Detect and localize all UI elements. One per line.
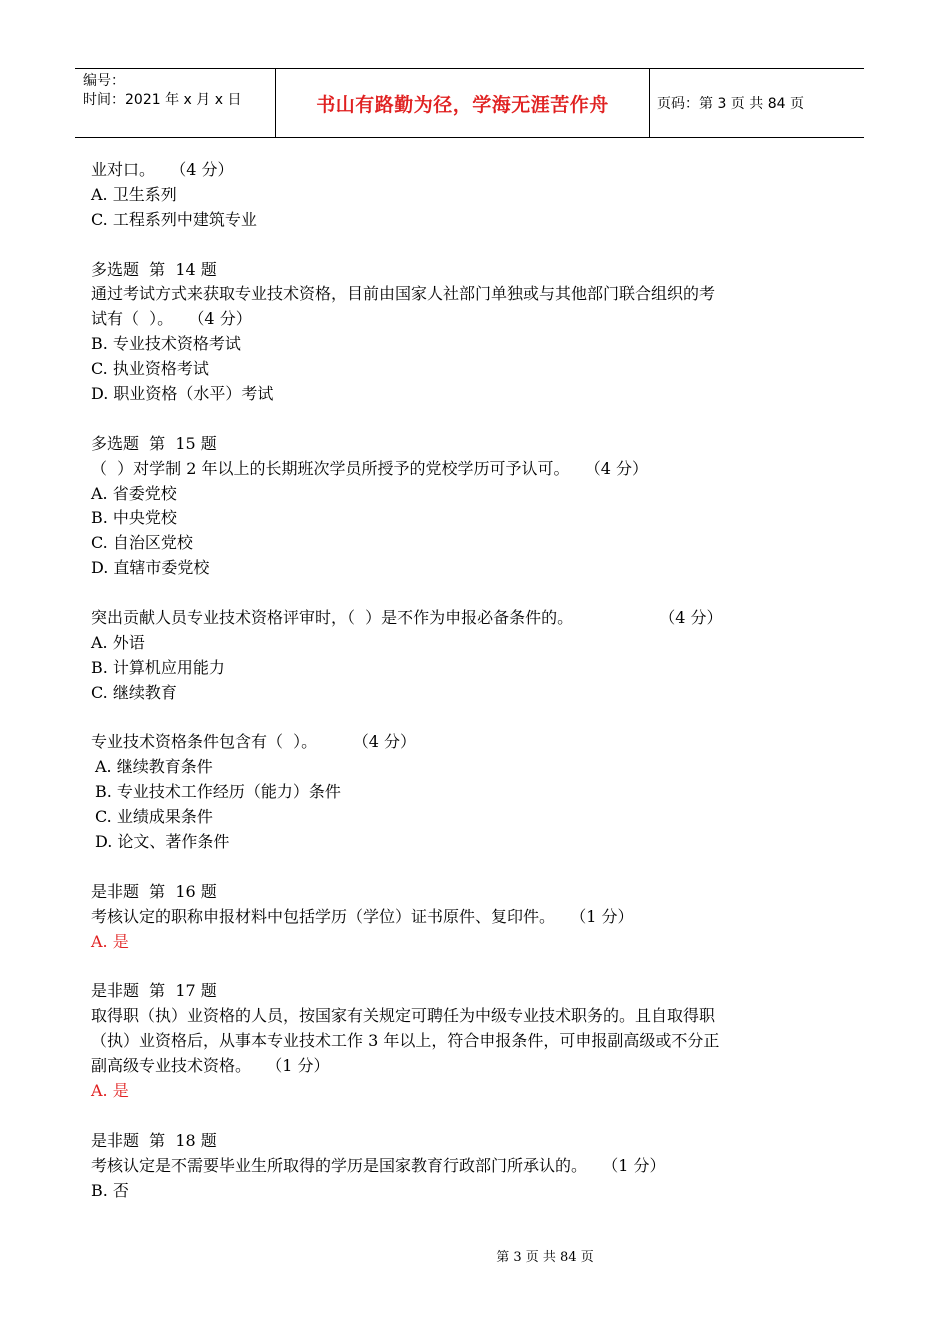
option: A. 省委党校 — [91, 483, 177, 503]
question-stem: 业对口。 （4 分） — [91, 160, 234, 179]
question-score: （4 分） — [659, 608, 723, 628]
option: A. 卫生系列 — [91, 184, 177, 204]
question-title: 多选题 第 15 题 — [91, 433, 217, 453]
question-14 — [91, 258, 861, 407]
question-stem: 副高级专业技术资格。 （1 分） — [91, 1056, 330, 1076]
page-footer: 第 3 页 共 84 页 — [496, 1250, 594, 1265]
question-stem: 专业技术资格条件包含有（ ）。 （4 分） — [91, 732, 417, 752]
option: D. 论文、著作条件 — [95, 832, 230, 852]
question-18 — [91, 1129, 861, 1204]
option: C. 执业资格考试 — [91, 359, 209, 379]
option: C. 继续教育 — [91, 682, 177, 702]
number-label: 编号： — [83, 73, 125, 89]
question-exceptional-talent — [91, 606, 861, 706]
option: C. 业绩成果条件 — [95, 807, 213, 827]
question-title: 多选题 第 14 题 — [91, 259, 217, 279]
option: C. 自治区党校 — [91, 533, 193, 553]
answer: A. 是 — [91, 1080, 129, 1100]
question-stem: 突出贡献人员专业技术资格评审时，（ ）是不作为申报必备条件的。 — [91, 608, 574, 628]
option: C. 工程系列中建筑专业 — [91, 209, 257, 229]
option: A. 继续教育条件 — [95, 757, 213, 777]
question-13-tail — [91, 158, 861, 233]
question-stem: 通过考试方式来获取专业技术资格，目前由国家人社部门单独或与其他部门联合组织的考 — [91, 284, 716, 304]
question-title: 是非题 第 17 题 — [91, 981, 217, 1001]
question-16 — [91, 880, 861, 955]
question-stem: （执）业资格后，从事本专业技术工作 3 年以上，符合申报条件，可申报副高级或不分正 — [91, 1031, 720, 1051]
answer: B. 否 — [91, 1180, 129, 1200]
date-label: 时间：2021 年 x 月 x 日 — [83, 92, 242, 108]
question-stem-line — [91, 606, 861, 631]
question-stem: 试有（ ）。 （4 分） — [91, 309, 252, 329]
answer: A. 是 — [91, 931, 129, 951]
option: B. 计算机应用能力 — [91, 657, 225, 677]
option: D. 职业资格（水平）考试 — [91, 384, 274, 404]
option: D. 直辖市委党校 — [91, 558, 210, 578]
question-stem: 考核认定是不需要毕业生所取得的学历是国家教育行政部门所承认的。 （1 分） — [91, 1155, 666, 1175]
question-stem: 取得职（执）业资格的人员，按国家有关规定可聘任为中级专业技术职务的。且自取得职 — [91, 1006, 716, 1026]
option: A. 外语 — [91, 632, 145, 652]
question-title: 是非题 第 18 题 — [91, 1130, 217, 1150]
question-qualification-conditions — [91, 730, 861, 854]
question-17 — [91, 979, 861, 1103]
question-stem: （ ）对学制 2 年以上的长期班次学员所授予的党校学历可予认可。 （4 分） — [91, 458, 649, 478]
question-title: 是非题 第 16 题 — [91, 881, 217, 901]
document-body — [91, 158, 861, 1203]
header-motto: 书山有路勤为径，学海无涯苦作舟 — [275, 69, 650, 137]
page-header — [75, 68, 864, 138]
header-meta — [75, 69, 275, 137]
question-stem: 考核认定的职称申报材料中包括学历（学位）证书原件、复印件。 （1 分） — [91, 906, 634, 926]
option: B. 专业技术工作经历（能力）条件 — [95, 782, 341, 802]
header-page-info: 页码：第 3 页 共 84 页 — [657, 96, 804, 112]
option: B. 中央党校 — [91, 508, 177, 528]
option: B. 专业技术资格考试 — [91, 334, 241, 354]
question-15 — [91, 432, 861, 581]
